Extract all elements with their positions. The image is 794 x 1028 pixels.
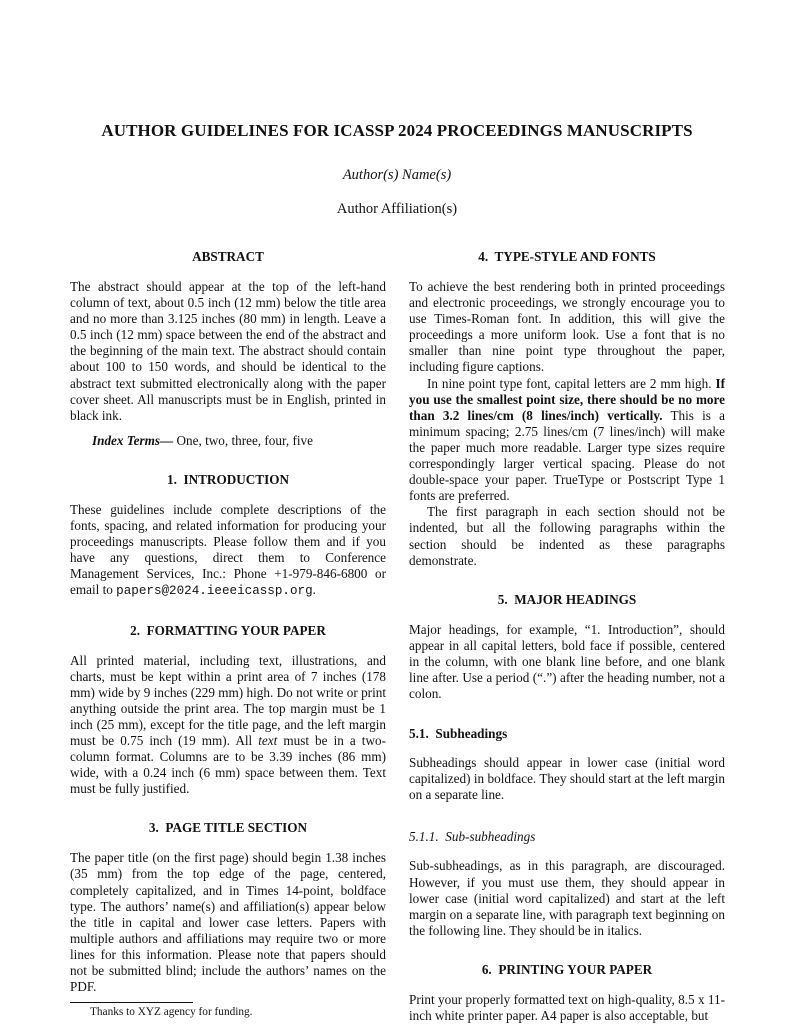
section-5-1-body: Subheadings should appear in lower case (initial word capitalized) in boldface. They should start at the left margin on a separate line.: [409, 755, 725, 803]
footnote-text: Thanks to XYZ agency for funding.: [90, 1006, 253, 1019]
section-4-para-2: [409, 376, 725, 505]
footnote-rule: [70, 1002, 193, 1003]
section-2-italic-word: text: [258, 732, 278, 748]
contact-email: papers@2024.ieeeicassp.org: [116, 584, 313, 599]
section-3-body: The paper title (on the first page) should begin 1.38 inches (35 mm) from the top edge of the page, centered, completely capitalized, and in Times 14-point, boldface type. The authors’ name(s) and affiliation(s) appear below the title in capital and lower case letters. Papers with multiple authors and affiliations may require two or more lines for this information. Please note that papers should not be submitted blind; include the authors’ names on the PDF.: [70, 850, 386, 995]
title-block: [0, 0, 794, 218]
section-1-text: These guidelines include complete descriptions of the fonts, spacing, and related information for producing your proceedings manuscripts. Please follow them and if you have any questions, direct them to Conference Management Services, Inc.: Phone +1-979-846-6800 or email to: [70, 501, 386, 598]
section-5-heading: 5. MAJOR HEADINGS: [497, 591, 637, 607]
abstract-heading: ABSTRACT: [192, 249, 264, 264]
section-4-para-2-text: In nine point type font, capital letters are 2 mm high.: [427, 375, 716, 391]
footnote: [70, 1002, 386, 1019]
section-4-para-1: To achieve the best rendering both in printed proceedings and electronic proceedings, we strongly encourage you to use Times-Roman font. In addition, this will give the proceedings a more uniform look. Use a font that is no smaller than nine point type throughout the paper, including figure captions.: [409, 279, 725, 375]
section-4-para-2-text-end: This is a minimum spacing; 2.75 lines/cm (7 lines/inch) will make the paper much more readable. Larger type sizes require correspondingly larger vertical spacing. Please do not double-space your paper. TrueType or Postscript Type 1 fonts are preferred.: [409, 407, 725, 504]
paper-title: AUTHOR GUIDELINES FOR ICASSP 2024 PROCEEDINGS MANUSCRIPTS: [101, 121, 693, 140]
section-5-1-1-heading: 5.1.1. Sub-subheadings: [409, 829, 536, 845]
left-column: [70, 249, 386, 1024]
paper-affiliation: Author Affiliation(s): [336, 201, 458, 217]
section-2-text-end: must be in a two-column format. Columns are to be 3.39 inches (86 mm) wide, with a 0.24 inch (6 mm) space between them. Text must be fully justified.: [70, 732, 386, 797]
abstract-body: The abstract should appear at the top of the left-hand column of text, about 0.5 inch (12 mm) below the title area and no more than 3.125 inches (80 mm) in length. Leave a 0.5 inch (12 mm) space between the end of the abstract and the beginning of the main text. The abstract should contain about 100 to 150 words, and should be identical to the abstract text submitted electronically along with the paper cover sheet. All manuscripts must be in English, printed in black ink.: [70, 279, 386, 423]
section-5-1-1-body: Sub-subheadings, as in this paragraph, are discouraged. However, if you must use them, they should appear in lower case (initial word capitalized) and start at the left margin on a separate line, with paragraph text beginning on the following line. They should be in italics.: [409, 858, 725, 938]
section-1-body: [70, 502, 386, 600]
right-column: [409, 249, 725, 1024]
section-3-heading: 3. PAGE TITLE SECTION: [148, 820, 308, 836]
two-column-body: [70, 249, 724, 1024]
section-5-body: Major headings, for example, “1. Introduction”, should appear in all capital letters, bold face if possible, centered in the column, with one blank line before, and one blank line after. Use a period (“.”) after the heading number, not a colon.: [409, 621, 725, 702]
index-terms-label: Index Terms—: [92, 432, 174, 448]
section-1-heading: 1. INTRODUCTION: [167, 471, 289, 487]
index-terms-text: One, two, three, four, five: [176, 432, 313, 448]
section-2-text: All printed material, including text, illustrations, and charts, must be kept within a print area of 7 inches (178 mm) wide by 9 inches (229 mm) high. Do not write or print anything outside the print area. The top margin must be 1 inch (25 mm), except for the title page, and the left margin must be 0.75 inch (19 mm). All: [70, 652, 386, 748]
index-terms: [70, 433, 386, 449]
section-2-body: [70, 653, 386, 798]
section-4-heading: 4. TYPE-STYLE AND FONTS: [478, 249, 656, 264]
paper-authors: Author(s) Name(s): [342, 167, 452, 183]
section-5-1-heading: 5.1. Subheadings: [409, 726, 508, 742]
section-6-heading: 6. PRINTING YOUR PAPER: [481, 961, 653, 977]
section-6-body: Print your properly formatted text on high-quality, 8.5 x 11-inch white printer paper. A4 paper is also acceptable, but: [409, 991, 725, 1023]
section-2-heading: 2. FORMATTING YOUR PAPER: [130, 622, 326, 638]
section-4-para-3: The first paragraph in each section should not be indented, but all the following paragraphs within the section should be indented as these paragraphs demonstrate.: [409, 504, 725, 568]
section-4-bold-note: If you use the smallest point size, there should be no more than 3.2 lines/cm (8 lines/inch) vertically.: [409, 375, 725, 423]
section-1-text-end: .: [312, 582, 316, 598]
